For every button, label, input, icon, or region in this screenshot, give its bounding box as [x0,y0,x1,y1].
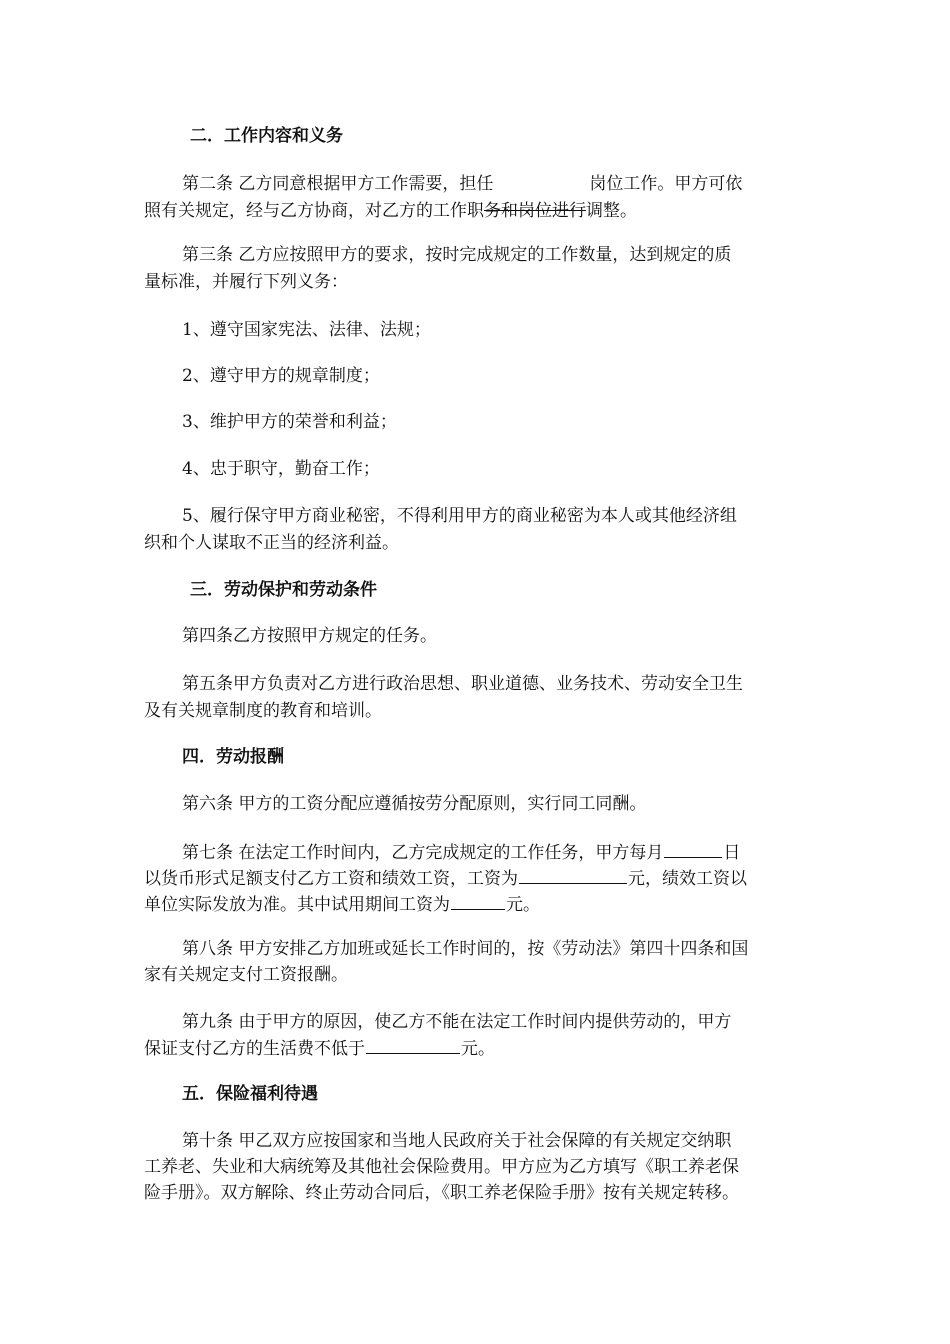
article-7-text-f: 元。 [506,895,540,915]
article-2-line-1 [182,172,812,196]
article-7-text-c: 以货币形式足额支付乙方工资和绩效工资，工资为 [144,869,518,889]
article-8-line-1: 第八条 甲方安排乙方加班或延长工作时间的，按《劳动法》第四十四条和国 [182,939,749,959]
article-3-line-1: 第三条 乙方应按照甲方的要求，按时完成规定的工作数量，达到规定的质 [182,245,732,265]
article-8-line-2: 家有关规定支付工资报酬。 [144,965,348,985]
article-10-line-2: 工养老、失业和大病统筹及其他社会保险费用。甲方应为乙方填写《职工养老保 [144,1157,739,1177]
probation-salary-blank [451,892,505,910]
salary-blank [519,866,627,884]
living-allowance-blank [366,1036,460,1054]
article-5-line-1: 第五条甲方负责对乙方进行政治思想、职业道德、业务技术、劳动安全卫生 [182,674,743,694]
article-7-line-3 [144,892,814,917]
article-7-text-b: 日 [723,843,741,863]
article-7-text-a: 第七条 在法定工作时间内，乙方完成规定的工作任务，甲方每月 [182,843,664,863]
article-2-text-a: 第二条 乙方同意根据甲方工作需要，担任 [182,174,494,194]
article-9-text-a: 保证支付乙方的生活费不低于 [144,1039,365,1059]
duty-item-5-line-2: 织和个人谋取不正当的经济利益。 [144,533,399,553]
section-heading-5: 五．保险福利待遇 [182,1084,318,1104]
duty-item-1: 1、遵守国家宪法、法律、法规； [182,320,431,340]
duty-item-3: 3、维护甲方的荣誉和利益； [182,412,397,432]
article-9-line-2 [144,1036,814,1061]
section-heading-4: 四．劳动报酬 [182,747,284,767]
article-7-line-2 [144,866,814,891]
article-10-line-1: 第十条 甲乙双方应按国家和当地人民政府关于社会保障的有关规定交纳职 [182,1131,732,1151]
article-7-line-1 [182,840,812,865]
article-6: 第六条 甲方的工资分配应遵循按劳分配原则，实行同工同酬。 [182,794,647,814]
article-2-text-d: 调整。 [586,201,637,221]
duty-item-4: 4、忠于职守，勤奋工作； [182,459,380,479]
section-heading-2: 二．工作内容和义务 [190,126,343,146]
section-heading-3: 三．劳动保护和劳动条件 [190,580,377,600]
article-9-text-b: 元。 [461,1039,495,1059]
article-2-text-c: 照有关规定，经与乙方协商，对乙方的工作职 [144,201,484,221]
article-2-struck-text: 务和岗位进行 [484,201,586,221]
duty-item-2: 2、遵守甲方的规章制度； [182,366,380,386]
article-2-text-b: 岗位工作。甲方可依 [589,174,743,194]
article-3-line-2: 量标准，并履行下列义务： [144,272,348,292]
article-5-line-2: 及有关规章制度的教育和培训。 [144,701,382,721]
article-7-text-d: 元，绩效工资以 [628,869,747,889]
article-9-line-1: 第九条 由于甲方的原因，使乙方不能在法定工作时间内提供劳动的，甲方 [182,1012,732,1032]
article-10-line-3: 险手册》。双方解除、终止劳动合同后，《职工养老保险手册》按有关规定转移。 [144,1183,739,1203]
payday-blank [664,840,722,858]
article-4: 第四条乙方按照甲方规定的任务。 [182,626,437,646]
duty-item-5-line-1: 5、履行保守甲方商业秘密，不得利用甲方的商业秘密为本人或其他经济组 [182,506,737,526]
article-7-text-e: 单位实际发放为准。其中试用期间工资为 [144,895,450,915]
article-2-line-2 [144,199,814,223]
